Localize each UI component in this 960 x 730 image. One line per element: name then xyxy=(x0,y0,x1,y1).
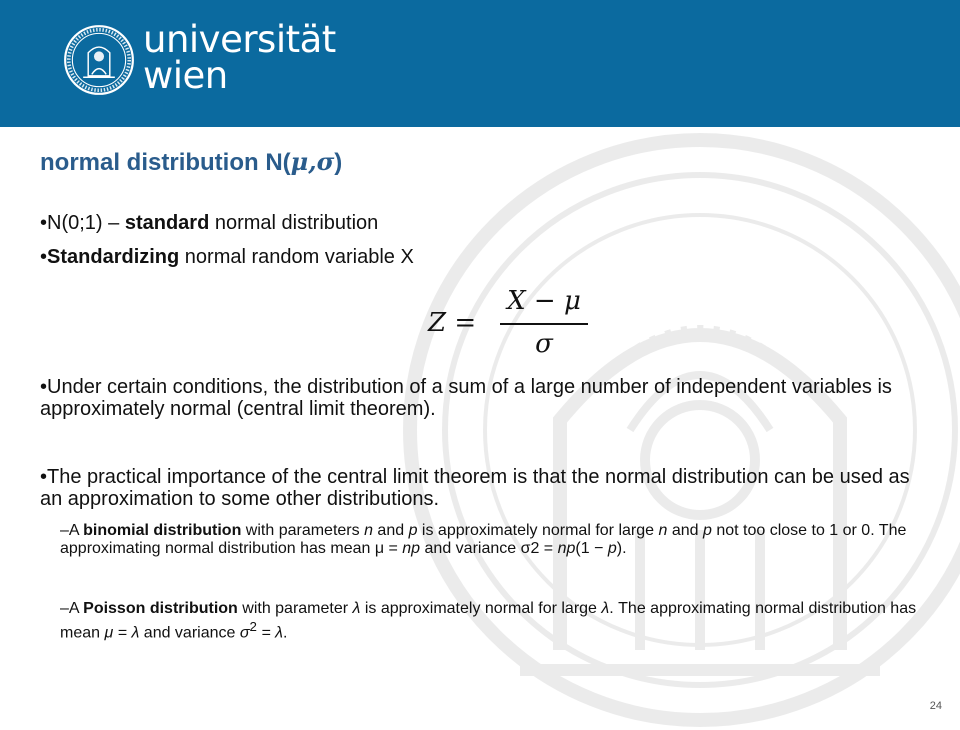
bullet-bold-text: standard xyxy=(124,212,210,234)
bullet-text: normal distribution xyxy=(209,212,379,234)
title-prefix: normal distribution N( xyxy=(40,149,291,176)
formula-denominator: σ xyxy=(535,328,553,359)
title-suffix: ) xyxy=(334,149,343,176)
bullet-text: normal random variable X xyxy=(179,246,414,268)
sub-bullet-binomial: –A binomial distribution with parameters n and p is approximately normal for large n and p not too close to 1 or 0. The approximating normal distribution has mean μ = np and variance σ2 = np(1 − p). xyxy=(60,522,907,557)
slide-title xyxy=(40,147,342,177)
formula-numerator: X − μ xyxy=(507,286,581,316)
bullet-standard-normal xyxy=(40,212,378,234)
paragraph-practical-importance: •The practical importance of the central limit theorem is that the normal distribution can be used as an approximation to some other distributions. xyxy=(40,466,910,510)
page-number: 24 xyxy=(929,700,942,712)
title-params: μ,σ xyxy=(290,147,335,176)
sub-bullet-poisson: –A Poisson distribution with parameter λ is approximately normal for large λ. The approximating normal distribution has mean μ = λ and variance $\sigma^2 = \lambda$. xyxy=(60,600,917,642)
header-bar xyxy=(0,0,960,127)
university-wordmark[interactable] xyxy=(143,18,336,97)
fraction-bar xyxy=(500,323,588,325)
bullet-text: N(0;1) – xyxy=(47,212,125,234)
wordmark-line-2: wien xyxy=(143,54,228,97)
bullet-mark: • xyxy=(40,246,48,268)
formula-fraction xyxy=(500,286,588,359)
bullet-bold-text: Standardizing xyxy=(47,246,180,268)
university-seal-icon xyxy=(63,24,135,96)
formula-lhs: Z = xyxy=(428,308,477,338)
wordmark-line-1: universität xyxy=(143,18,336,61)
bullet-standardizing xyxy=(40,246,414,268)
paragraph-central-limit: •Under certain conditions, the distribution of a sum of a large number of independent variables is approximately normal (central limit theorem). xyxy=(40,376,892,420)
bullet-mark: • xyxy=(40,212,48,234)
